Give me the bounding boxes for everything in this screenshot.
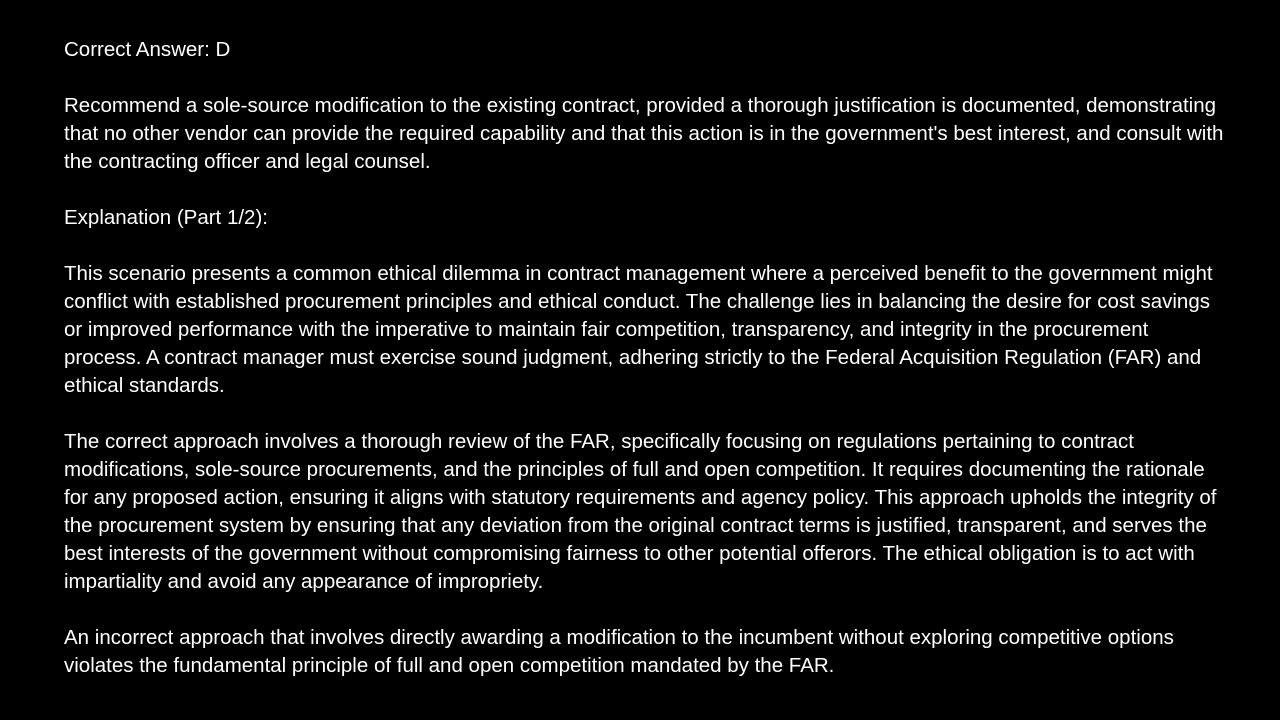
correct-answer-label: Correct Answer: D — [64, 38, 231, 61]
explanation-paragraph-2: The correct approach involves a thorough review of the FAR, specifically focusing on regulations pertaining to contract modifications, sole-source procurements, and the principles of full and open competition. It requires documenting the rationale for any proposed action, ensuring it aligns with statutory requirements and agency policy. This approach upholds the integrity of the procurement system by ensuring that any deviation from the original contract terms is justified, transparent, and serves the best interests of the government without compromising fairness to other potential offerors. The ethical obligation is to act with impartiality and avoid any appearance of impropriety. — [64, 430, 1217, 593]
explanation-slide — [64, 36, 1224, 680]
answer-text: Recommend a sole-source modification to the existing contract, provided a thorough justification is documented, demonstrating that no other vendor can provide the required capability and that this action is in the government's best interest, and consult with the contracting officer and legal counsel. — [64, 94, 1224, 173]
explanation-heading: Explanation (Part 1/2): — [64, 206, 268, 229]
explanation-paragraph-1: This scenario presents a common ethical dilemma in contract management where a perceived benefit to the government might conflict with established procurement principles and ethical conduct. The challenge lies in balancing the desire for cost savings or improved performance with the imperative to maintain fair competition, transparency, and integrity in the procurement process. A contract manager must exercise sound judgment, adhering strictly to the Federal Acquisition Regulation (FAR) and ethical standards. — [64, 262, 1213, 397]
explanation-paragraph-3: An incorrect approach that involves directly awarding a modification to the incumbent without exploring competitive options violates the fundamental principle of full and open competition mandated by the FAR. — [64, 626, 1174, 677]
